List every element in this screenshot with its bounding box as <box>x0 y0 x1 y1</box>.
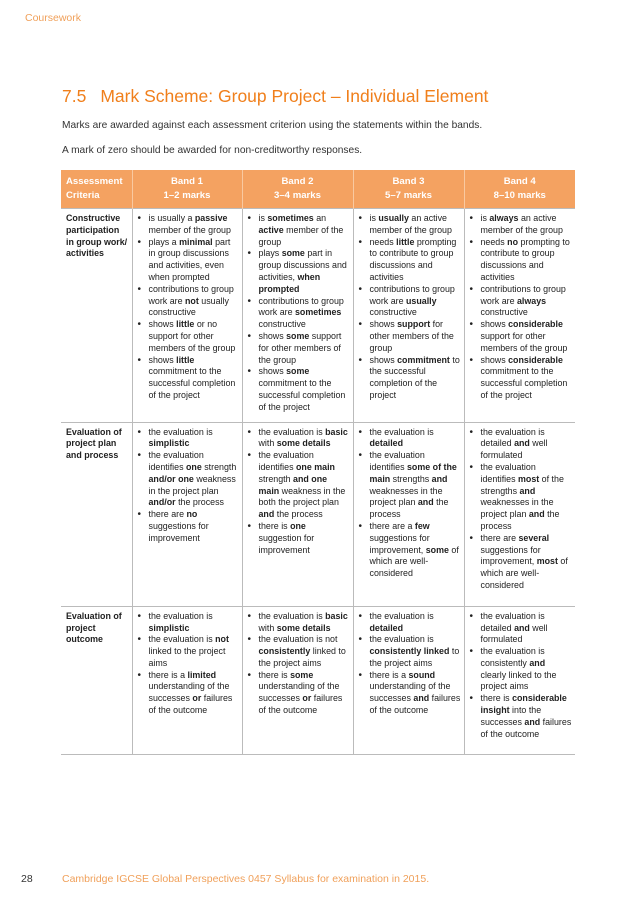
descriptor-item: • the evaluation is consistently linked to the project aims <box>358 634 461 669</box>
descriptor-list <box>137 427 239 545</box>
descriptor-item: • plays a minimal part in group discussions and activities, even when prompted <box>137 237 239 284</box>
table-row <box>61 606 575 755</box>
descriptor-list <box>469 213 573 402</box>
descriptor-item: • the evaluation is consistently and clearly linked to the project aims <box>469 646 573 693</box>
descriptor-item: • shows little or no support for other members of the group <box>137 319 239 354</box>
descriptor-item: • shows some support for other members of the group <box>247 331 350 366</box>
descriptor-item: • contributions to group work are always constructive <box>469 284 573 319</box>
band-3-cell <box>353 606 464 755</box>
descriptor-list <box>469 611 573 741</box>
section-number: 7.5 <box>62 86 87 106</box>
descriptor-item: • there is a limited understanding of the successes or failures of the outcome <box>137 670 239 717</box>
descriptor-item: • shows some commitment to the successful completion of the project <box>247 366 350 413</box>
descriptor-item: • shows considerable support for other members of the group <box>469 319 573 354</box>
band-1-cell <box>132 209 242 423</box>
descriptor-item: • is sometimes an active member of the group <box>247 213 350 248</box>
descriptor-item: • needs little prompting to contribute to group discussions and activities <box>358 237 461 284</box>
table-header-row <box>61 170 575 209</box>
page-number: 28 <box>21 873 33 885</box>
descriptor-item: • is usually a passive member of the group <box>137 213 239 237</box>
mark-scheme-table <box>61 170 575 755</box>
descriptor-item: • is usually an active member of the group <box>358 213 461 237</box>
descriptor-item: • shows little commitment to the successful completion of the project <box>137 355 239 402</box>
band-1-cell <box>132 422 242 606</box>
descriptor-item: • contributions to group work are not usually constructive <box>137 284 239 319</box>
criterion-cell: Constructive participation in group work/ activities <box>61 209 132 423</box>
descriptor-item: • is always an active member of the group <box>469 213 573 237</box>
descriptor-item: • shows support for other members of the group <box>358 319 461 354</box>
header-band-4: Band 4 8–10 marks <box>464 170 575 209</box>
descriptor-item: • the evaluation is detailed and well formulated <box>469 611 573 646</box>
band-1-cell <box>132 606 242 755</box>
descriptor-item: • the evaluation is detailed <box>358 611 461 635</box>
descriptor-item: • shows commitment to the successful completion of the project <box>358 355 461 402</box>
descriptor-item: • the evaluation identifies one strength and/or one weakness in the project plan and/or the process <box>137 450 239 509</box>
band-2-cell <box>242 422 353 606</box>
band-3-cell <box>353 422 464 606</box>
descriptor-list <box>247 213 350 414</box>
descriptor-item: • shows considerable commitment to the successful completion of the project <box>469 355 573 402</box>
section-title-text: Mark Scheme: Group Project – Individual Element <box>100 86 489 106</box>
intro-text-2: A mark of zero should be awarded for non-creditworthy responses. <box>62 145 363 156</box>
descriptor-list <box>137 611 239 717</box>
descriptor-item: • the evaluation is detailed <box>358 427 461 451</box>
descriptor-item: • the evaluation is basic with some details <box>247 427 350 451</box>
descriptor-item: • there are a few suggestions for improvement, some of which are well-considered <box>358 521 461 580</box>
descriptor-item: • plays some part in group discussions and activities, when prompted <box>247 248 350 295</box>
band-4-cell <box>464 422 575 606</box>
table-row <box>61 422 575 606</box>
criterion-cell: Evaluation of project plan and process <box>61 422 132 606</box>
descriptor-list <box>247 427 350 557</box>
descriptor-item: • the evaluation identifies one main strength and one main weakness in the both the project plan and the process <box>247 450 350 521</box>
descriptor-item: • there are several suggestions for improvement, most of which are well-considered <box>469 533 573 592</box>
descriptor-list <box>358 213 461 402</box>
header-band-1: Band 1 1–2 marks <box>132 170 242 209</box>
descriptor-list <box>358 427 461 580</box>
descriptor-item: • the evaluation identifies some of the main strengths and weaknesses in the project plan and the process <box>358 450 461 521</box>
descriptor-item: • there is a sound understanding of the successes and failures of the outcome <box>358 670 461 717</box>
descriptor-item: • the evaluation is basic with some details <box>247 611 350 635</box>
descriptor-item: • the evaluation is not consistently linked to the project aims <box>247 634 350 669</box>
band-3-cell <box>353 209 464 423</box>
descriptor-item: • the evaluation identifies most of the strengths and weaknesses in the project plan and the process <box>469 462 573 533</box>
footer-text: Cambridge IGCSE Global Perspectives 0457 Syllabus for examination in 2015. <box>62 873 430 885</box>
band-4-cell <box>464 209 575 423</box>
descriptor-list <box>358 611 461 717</box>
descriptor-item: • the evaluation is detailed and well formulated <box>469 427 573 462</box>
band-2-cell <box>242 606 353 755</box>
band-2-cell <box>242 209 353 423</box>
descriptor-item: • the evaluation is simplistic <box>137 427 239 451</box>
intro-text-1: Marks are awarded against each assessment criterion using the statements within the bands. <box>62 120 483 131</box>
descriptor-list <box>469 427 573 592</box>
band-4-cell <box>464 606 575 755</box>
descriptor-item: • there are no suggestions for improvement <box>137 509 239 544</box>
table-row <box>61 209 575 423</box>
header-band-2: Band 2 3–4 marks <box>242 170 353 209</box>
descriptor-item: • the evaluation is not linked to the project aims <box>137 634 239 669</box>
descriptor-item: • the evaluation is simplistic <box>137 611 239 635</box>
criterion-cell: Evaluation of project outcome <box>61 606 132 755</box>
header-criteria: Assessment Criteria <box>61 170 132 209</box>
header-label: Coursework <box>25 12 82 24</box>
descriptor-item: • contributions to group work are usually constructive <box>358 284 461 319</box>
descriptor-item: • there is some understanding of the successes or failures of the outcome <box>247 670 350 717</box>
descriptor-item: • there is one suggestion for improvement <box>247 521 350 556</box>
header-band-3: Band 3 5–7 marks <box>353 170 464 209</box>
descriptor-list <box>247 611 350 717</box>
descriptor-list <box>137 213 239 402</box>
descriptor-item: • there is considerable insight into the successes and failures of the outcome <box>469 693 573 740</box>
section-title <box>62 86 488 107</box>
descriptor-item: • contributions to group work are sometimes constructive <box>247 296 350 331</box>
descriptor-item: • needs no prompting to contribute to group discussions and activities <box>469 237 573 284</box>
table-body <box>61 209 575 755</box>
